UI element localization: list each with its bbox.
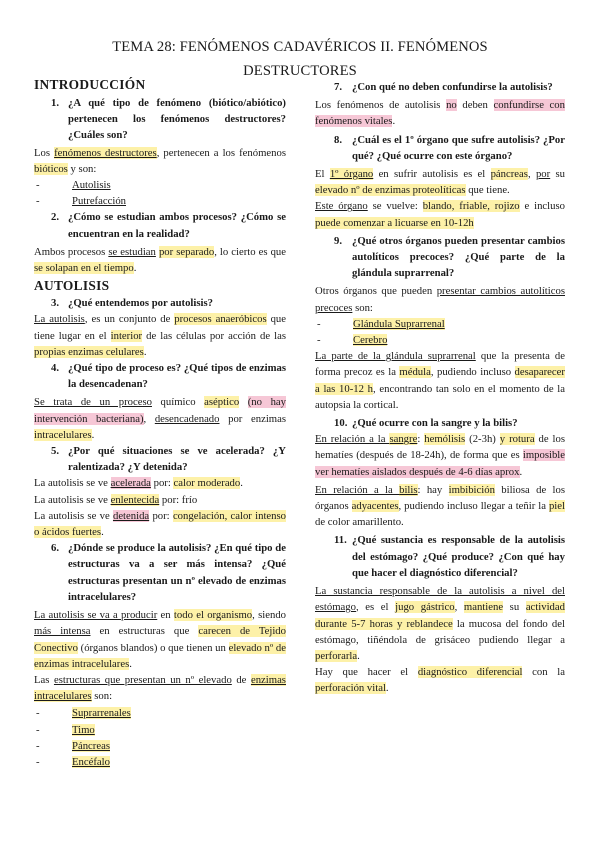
title-line-2: DESTRUCTORES	[243, 63, 357, 79]
question-6: 6. ¿Dónde se produce la autolisis? ¿En qué tipo de estructuras va a ser más intensa? ¿Qué estructuras presentan un nº elevado de enzimas intracelulares?	[51, 542, 286, 603]
question-11: 11. ¿Qué sustancia es responsable de la autolisis del estómago? ¿Qué produce? ¿Con qué hay que hacer el diagnóstico diferencial?	[334, 534, 565, 579]
question-5: 5. ¿Por qué situaciones se ve acelerada? ¿Y ralentizada? ¿Y detenida?	[51, 445, 286, 474]
question-4: 4. ¿Qué tipo de proceso es? ¿Qué tipos de enzimas la desencadenan?	[51, 362, 286, 391]
question-9: 9. ¿Qué otros órganos pueden presentar cambios autolíticos precoces? ¿Qué parte de la glándula suprarrenal?	[334, 234, 565, 280]
list-item-glandula-suprarrenal: - Glándula Suprarrenal	[315, 316, 565, 332]
list-item-suprarrenales: - Suprarrenales	[34, 705, 286, 721]
answer-2: Ambos procesos se estudian por separado, lo cierto es que se solapan en el tiempo.	[34, 245, 286, 275]
list-item-encefalo: - Encéfalo	[34, 754, 286, 770]
answer-9b: La parte de la glándula suprarrenal que la presenta de forma precoz es la médula, pudiendo incluso desaparecer a las 10-12 h, encontrando tan solo en el momento de la autopsia la cortical.	[315, 350, 565, 411]
question-7: 7. ¿Con qué no deben confundirse la autolisis?	[334, 81, 553, 93]
answer-3: La autolisis, es un conjunto de procesos anaeróbicos que tiene lugar en el interior de las células por acción de las propias enzimas celulares.	[34, 313, 287, 358]
question-2: 2. ¿Cómo se estudian ambos procesos? ¿Cómo se encuentran en la realidad?	[51, 211, 286, 240]
section-heading-autolisis: AUTOLISIS	[34, 278, 110, 294]
right-column	[315, 76, 565, 697]
question-3: 3. ¿Qué entendemos por autolisis?	[51, 297, 213, 310]
answer-8b: Este órgano se vuelve: blando, friable, rojizo e incluso puede comenzar a licuarse en 10-12h	[315, 200, 565, 229]
answer-4: Se trata de un proceso químico aséptico (no hay intervención bacteriana), desencadenado por enzimas intracelulares.	[34, 396, 287, 441]
list-item-timo: - Timo	[34, 722, 286, 738]
answer-5-enlentecida: La autolisis se ve enlentecida por: frío	[34, 493, 198, 506]
list-item-cerebro: - Cerebro	[315, 332, 565, 348]
question-1: 1. ¿A qué tipo de fenómeno (biótico/abiótico) pertenecen los fenómenos destructores? ¿Cuáles son?	[51, 97, 286, 142]
answer-5-acelerada: La autolisis se ve acelerada por: calor moderado.	[34, 477, 243, 490]
section-heading-introduccion: INTRODUCCIÓN	[34, 77, 146, 92]
answer-8a: El 1º órgano en sufrir autolisis es el páncreas, por su elevado nº de enzimas proteolíticas que tiene.	[315, 168, 566, 197]
list-item-pancreas: - Páncreas	[34, 738, 286, 754]
question-8: 8. ¿Cuál es el 1º órgano que sufre autolisis? ¿Por qué? ¿Qué ocurre con este órgano?	[334, 133, 565, 162]
answer-7: Los fenómenos de autolisis no deben confundirse con fenómenos vitales.	[315, 99, 565, 128]
list-item-putrefaccion: - Putrefacción	[34, 193, 286, 209]
answer-11a: La sustancia responsable de la autolisis a nivel del estómago, es el jugo gástrico, mantiene su actividad durante 5-7 horas y reblandece la mucosa del fondo del estómago, tiñéndola de grisáceo pudiendo llegar a perforarla.	[315, 585, 565, 662]
answer-6a: La autolisis se va a producir en todo el organismo, siendo más intensa en estructuras que carecen de Tejido Conectivo (órganos blandos) o que tienen un elevado nº de enzimas intracelulares.	[34, 609, 287, 670]
answer-10a: En relación a la sangre: hemólisis (2-3h) y rotura de los hematíes (después de 18-24h), de forma que es imposible ver hematíes aislados después de 4-6 días aprox.	[315, 433, 565, 478]
question-10: 10. ¿Qué ocurre con la sangre y la bilis?	[334, 417, 518, 430]
answer-5-detenida: La autolisis se ve detenida por: congelación, calor intenso o ácidos fuertes.	[34, 509, 287, 539]
answer-10b: En relación a la bilis: hay imbibición biliosa de los órganos adyacentes, pudiendo incluso llegar a teñir la piel de color amarillento.	[315, 483, 565, 529]
answer-6b: Las estructuras que presentan un nº elevado de enzimas intracelulares son:	[34, 673, 286, 703]
answer-1: Los fenómenos destructores, pertenecen a los fenómenos bióticos y son:	[34, 146, 286, 175]
answer-9: Otros órganos que pueden presentar cambios autolíticos precoces son:	[315, 285, 565, 314]
answer-11b: Hay que hacer el diagnóstico diferencial con la perforación vital.	[315, 666, 565, 695]
list-item-autolisis: - Autolisis	[34, 177, 286, 193]
title-line-1: TEMA 28: FENÓMENOS CADAVÉRICOS II. FENÓMENOS	[112, 39, 488, 55]
left-column	[34, 76, 286, 770]
